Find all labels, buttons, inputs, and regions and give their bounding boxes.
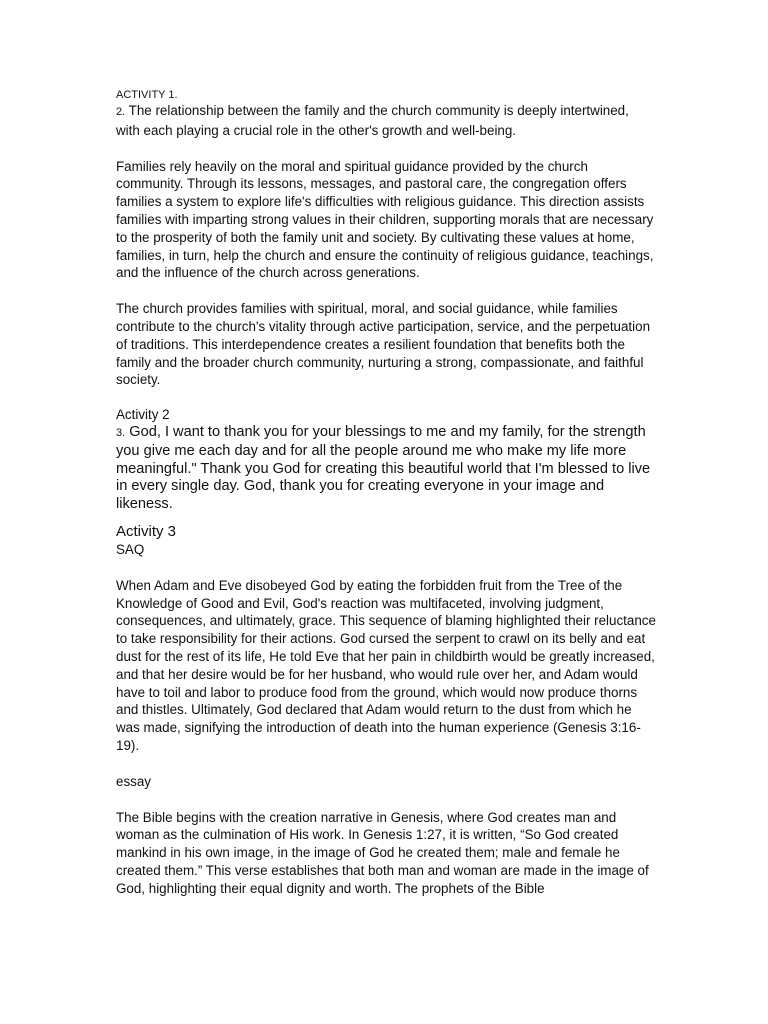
spacer	[116, 791, 656, 809]
activity-1-item-number: 2.	[116, 106, 126, 118]
activity-2-section	[116, 406, 656, 514]
saq-label: SAQ	[116, 541, 145, 557]
activity-1-section	[116, 88, 656, 389]
activity-3-heading: Activity 3	[116, 522, 177, 540]
document-page	[116, 88, 656, 897]
activity-2-prayer	[116, 424, 656, 514]
activity-1-paragraph-2: The church provides families with spiritual, moral, and social guidance, while families contribute to the church's vitality through active participation, service, and the perpetuation of traditions. This interdependence creates a resilient foundation that benefits both the family and the broader church community, nurturing a strong, compassionate, and faithful society.	[116, 301, 651, 388]
activity-1-intro	[116, 102, 656, 140]
activity-2-prayer-text: God, I want to thank you for your blessings to me and my family, for the strength you give me each day and for all the people around me who make my life more meaningful." Thank you God for creating this beautiful world that I'm blessed to live in every single day. God, thank you for creating everyone in your image and likeness.	[116, 423, 651, 513]
activity-3-section	[116, 522, 656, 898]
activity-1-intro-text: The relationship between the family and the church community is deeply intertwined, with each playing a crucial role in the other's growth and well-being.	[116, 103, 629, 138]
activity-1-paragraph-1: Families rely heavily on the moral and spiritual guidance provided by the church community. Through its lessons, messages, and pastoral care, the congregation offers families a system to explore life's difficulties with religious guidance. This direction assists families with imparting strong values in their children, supporting morals that are necessary to the prosperity of both the family unit and society. By cultivating these values at home, families, in turn, help the church and ensure the continuity of religious guidance, teachings, and the influence of the church across generations.	[116, 158, 654, 281]
essay-label: essay	[116, 773, 151, 789]
activity-1-heading: ACTIVITY 1.	[116, 89, 178, 101]
spacer	[116, 514, 656, 522]
spacer	[116, 140, 656, 158]
activity-2-item-number: 3.	[116, 426, 126, 439]
saq-answer: When Adam and Eve disobeyed God by eating the forbidden fruit from the Tree of the Knowledge of Good and Evil, God's reaction was multifaceted, involving judgment, consequences, and ultimately, grace. This sequence of blaming highlighted their reluctance to take responsibility for their actions. God cursed the serpent to crawl on its belly and eat dust for the rest of its life, He told Eve that her pain in childbirth would be greatly increased, and that her desire would be for her husband, who would rule over her, and Adam would have to toil and labor to produce food from the ground, which would now produce thorns and thistles. Ultimately, God declared that Adam would return to the dust from which he was made, signifying the introduction of death into the human experience (Genesis 3:16-19).	[116, 577, 656, 753]
spacer	[116, 559, 656, 577]
spacer	[116, 389, 656, 406]
activity-2-heading: Activity 2	[116, 407, 170, 423]
spacer	[116, 755, 656, 773]
essay-text: The Bible begins with the creation narrative in Genesis, where God creates man and woman as the culmination of His work. In Genesis 1:27, it is written, “So God created mankind in his own image, in the image of God he created them; male and female he created them.” This verse establishes that both man and woman are made in the image of God, highlighting their equal dignity and worth. The prophets of the Bible	[116, 809, 649, 896]
spacer	[116, 282, 656, 300]
